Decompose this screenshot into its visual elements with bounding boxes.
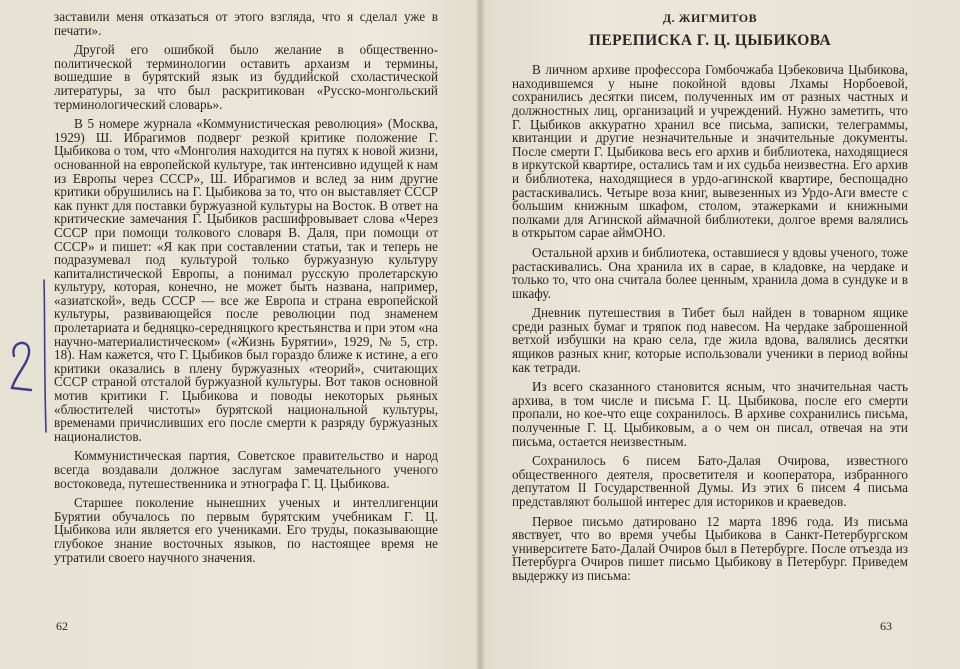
paragraph: Другой его ошибкой было желание в общественно-политической терминологии оставить архаизм и термины, вошедшие в бурятский язык из буддийской схоластической литературы, за что был раскритикован «Русско-монгольский терминологический словарь». — [54, 42, 438, 112]
paragraph: Сохранилось 6 писем Бато-Далая Очирова, известного общественного деятеля, просветителя и кооператора, избранного депутатом II Государственной Думы. Из этих 6 писем 4 письма представляют большой интерес для историков и краеведов. — [512, 453, 908, 509]
left-text-column — [54, 10, 438, 570]
left-page — [0, 0, 478, 669]
article-author: Д. ЖИГМИТОВ — [662, 11, 758, 25]
page-number: 62 — [56, 619, 68, 633]
paragraph: Остальной архив и библиотека, оставшиеся у вдовы ученого, тоже растаскивались. Она хранила их в сарае, в кладовке, на чердаке и только то, что она считала более ценным, хранила дома в сундуке и в шкафу. — [512, 244, 908, 301]
right-text-column — [512, 12, 908, 589]
right-page — [482, 0, 960, 669]
paragraph: Первое письмо датировано 12 марта 1896 года. Из письма явствует, что во время учебы Цыбикова в Санкт-Петербургском университете Бато-Далай Очиров был в Петербурге. После отъезда из Петербурга Очиров пишет письмо Цыбикову в Петербург. Приведем выдержку из письма: — [512, 513, 908, 583]
paragraph: Из всего сказанного становится ясным, что значительная часть архива, в том числе и письма Г. Ц. Цыбикова, после его смерти пропали, но кое-что еще сохранилось. В архиве сохранились письма, полученные Г. Ц. Цыбиковым, а о чем он писал, отвечая на эти письма, остается неизвестным. — [512, 379, 908, 449]
paragraph: Дневник путешествия в Тибет был найден в товарном ящике среди разных бумаг и тряпок под навесом. На чердаке заброшенной ветхой избушки на краю села, где жила вдова, валялись десятки ящиков разных книг, которые использовали ученики в период войны как тетради. — [512, 305, 908, 375]
paragraph: Коммунистическая партия, Советское правительство и народ всегда воздавали должное заслугам замечательного ученого востоковеда, путешественника и этнографа Г. Ц. Цыбикова. — [54, 448, 438, 491]
article-title: ПЕРЕПИСКА Г. Ц. ЦЫБИКОВА — [588, 31, 832, 49]
page-number: 63 — [880, 619, 892, 633]
paragraph: заставили меня отказаться от этого взгляда, что я сделал уже в печати». — [54, 9, 438, 38]
paragraph: В личном архиве профессора Гомбочжаба Цэбековича Цыбикова, находившемся у ныне покойной вдовы Лхамы Норбоевой, сохранились десятки писем, полученных им от разных частных и должностных лиц, организаций и учреждений. Нужно заметить, что Г. Цыбиков аккуратно хранил все письма, записки, телеграммы, квитанции и другие незначительные и значительные документы. После смерти Г. Цыбикова весь его архив и библиотека, находящиеся в иркутской квартире, остались там и их судьба неизвестна. Его архив и библиотека, находящиеся в урдо-агинской квартире, беспощадно растаскивались. Четыре воза книг, вывезенных из Урдо-Аги вместе с большим книжным шкафом, столом, этажерками и книжными полками для Агинской аймачной библиотеки, долгое время валялись в открытом сарае аймОНО. — [512, 62, 908, 241]
paragraph: В 5 номере журнала «Коммунистическая революция» (Москва, 1929) Ш. Ибрагимов подверг резкой критике положение Г. Цыбикова о том, что «Монголия находится на путях к новой жизни, основанной на европейской культуре, так интенсивно идущей к нам из Европы через СССР», Ш. Ибрагимов и вслед за ним другие критики обрушились на Г. Цыбикова за то, что он выставляет СССР как пункт для поставки буржуазной культуры на Восток. В ответ на критические замечания Г. Цыбиков расшифровывает слова «Через СССР при помощи толкового словаря В. Даля, при помощи от СССР» и пишет: «Я как при составлении статьи, так и теперь не подразумевал под культурой только буржуазную культуру капиталистической Европы, а понимал русскую пролетарскую культуру, которая, конечно, не может быть названа, например, «азиатской», ведь СССР — все же Европа и страна европейской культуры, развивающейся после революции под знаменем пролетариата и бедняцко-середняцкого крестьянства и при этом «на научно-материалистическом» («Жизнь Бурятии», 1929, № 5, стр. 18). Нам кажется, что Г. Цыбиков был гораздо ближе к истине, а его критики оказались в плену буржуазных «теорий», считающих СССР страной отсталой буржуазной культуры. Вот таков основной мотив критики Г. Цыбикова и поводы некоторых рьяных «блюстителей чистоты» бурятской национальной культуры, временами причисливших его после смерти к разряду буржуазных националистов. — [54, 116, 438, 444]
paragraph: Старшее поколение нынешних ученых и интеллигенции Бурятии обучалось по первым бурятским учебникам Г. Ц. Цыбикова или является его учениками. Его труды, показывающие глубокое знание восточных языков, по настоящее время не утратили своего научного значения. — [54, 495, 438, 565]
handwritten-margin-note — [4, 276, 54, 436]
